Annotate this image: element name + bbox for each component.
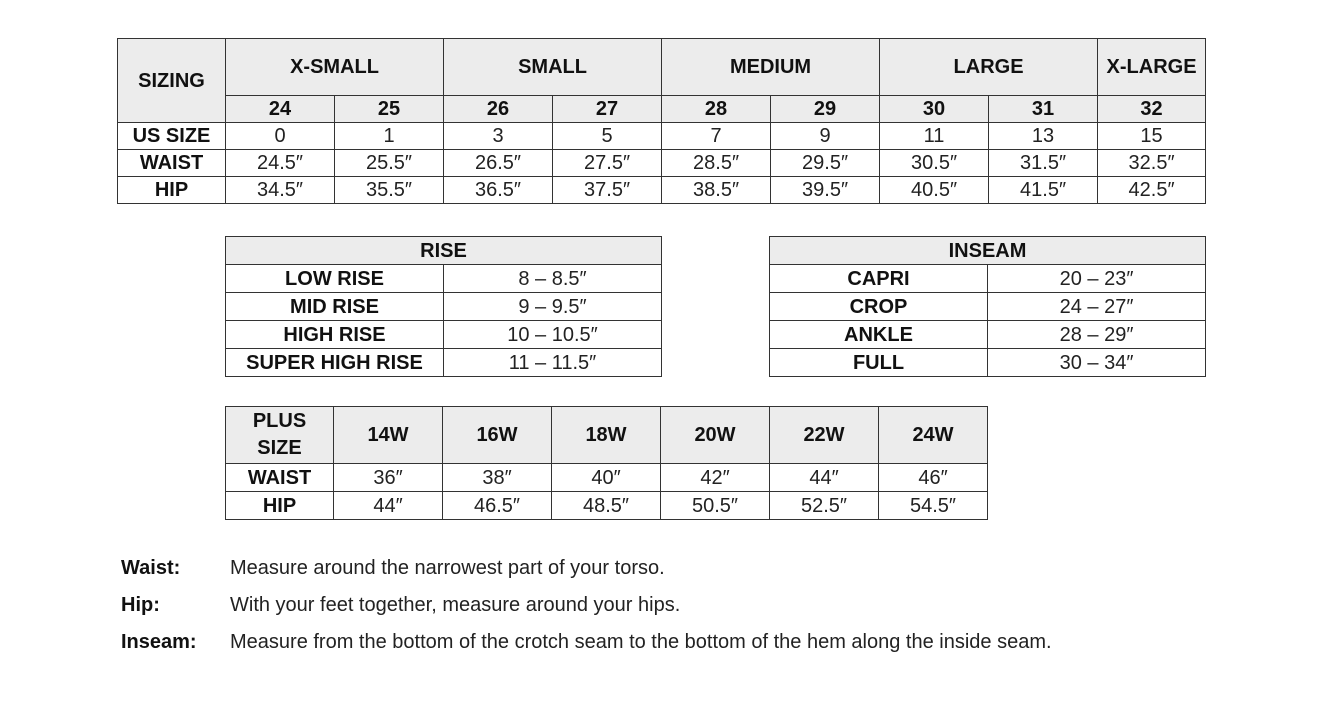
rise-row [226, 321, 662, 349]
plus-size-number: 18W [552, 407, 661, 464]
size-number: 29 [771, 96, 880, 123]
inseam-value: 24 – 27″ [988, 293, 1206, 321]
waist-cell: 32.5″ [1098, 150, 1206, 177]
plus-waist-cell: 46″ [879, 464, 988, 492]
waist-cell: 27.5″ [553, 150, 662, 177]
size-number-row [118, 96, 1206, 123]
waist-cell: 25.5″ [335, 150, 444, 177]
definition-text: With your feet together, measure around your hips. [230, 594, 681, 616]
plus-hip-cell: 54.5″ [879, 492, 988, 520]
hip-cell: 35.5″ [335, 177, 444, 204]
rise-value: 8 – 8.5″ [444, 265, 662, 293]
size-group-x-small: X-SMALL [226, 39, 444, 96]
plus-waist-cell: 42″ [661, 464, 770, 492]
plus-size-corner-line2: SIZE [257, 437, 302, 459]
rise-label: HIGH RISE [226, 321, 444, 349]
definition-text: Measure around the narrowest part of your torso. [230, 557, 665, 579]
hip-cell: 36.5″ [444, 177, 553, 204]
measurement-definitions [121, 550, 1052, 661]
plus-size-number: 14W [334, 407, 443, 464]
hip-cell: 42.5″ [1098, 177, 1206, 204]
plus-hip-cell: 52.5″ [770, 492, 879, 520]
inseam-value: 30 – 34″ [988, 349, 1206, 377]
definition-term: Waist: [121, 557, 181, 579]
waist-cell: 30.5″ [880, 150, 989, 177]
inseam-label: CAPRI [770, 265, 988, 293]
rise-value: 9 – 9.5″ [444, 293, 662, 321]
rise-label: LOW RISE [226, 265, 444, 293]
rise-row [226, 349, 662, 377]
inseam-value: 20 – 23″ [988, 265, 1206, 293]
rise-label: SUPER HIGH RISE [226, 349, 444, 377]
rise-value: 10 – 10.5″ [444, 321, 662, 349]
definition-text: Measure from the bottom of the crotch seam to the bottom of the hem along the inside seam. [230, 631, 1052, 653]
us-size-cell: 3 [444, 123, 553, 150]
inseam-value: 28 – 29″ [988, 321, 1206, 349]
size-number: 32 [1098, 96, 1206, 123]
size-number: 28 [662, 96, 771, 123]
row-label: WAIST [226, 464, 334, 492]
sizing-table [117, 38, 1206, 204]
plus-size-corner-line1: PLUS [252, 410, 307, 432]
plus-size-number: 20W [661, 407, 770, 464]
plus-size-header-row [226, 407, 988, 464]
waist-row [118, 150, 1206, 177]
plus-hip-cell: 48.5″ [552, 492, 661, 520]
size-group-row [118, 39, 1206, 96]
size-number: 30 [880, 96, 989, 123]
rise-label: MID RISE [226, 293, 444, 321]
rise-table [225, 236, 662, 377]
row-label: US SIZE [118, 123, 226, 150]
us-size-row [118, 123, 1206, 150]
hip-cell: 40.5″ [880, 177, 989, 204]
definition-term: Hip: [121, 594, 160, 616]
size-group-large: LARGE [880, 39, 1098, 96]
plus-waist-cell: 38″ [443, 464, 552, 492]
inseam-label: CROP [770, 293, 988, 321]
row-label: HIP [226, 492, 334, 520]
hip-cell: 38.5″ [662, 177, 771, 204]
hip-cell: 41.5″ [989, 177, 1098, 204]
plus-size-number: 24W [879, 407, 988, 464]
plus-waist-row [226, 464, 988, 492]
plus-hip-row [226, 492, 988, 520]
waist-cell: 24.5″ [226, 150, 335, 177]
inseam-label: ANKLE [770, 321, 988, 349]
us-size-cell: 1 [335, 123, 444, 150]
plus-size-corner-label [226, 407, 334, 464]
rise-row [226, 293, 662, 321]
us-size-cell: 5 [553, 123, 662, 150]
plus-size-table [225, 406, 988, 520]
rise-value: 11 – 11.5″ [444, 349, 662, 377]
us-size-cell: 13 [989, 123, 1098, 150]
definition-inseam [121, 624, 1052, 661]
size-group-x-large: X-LARGE [1098, 39, 1206, 96]
sizing-corner-label: SIZING [118, 39, 226, 123]
hip-row [118, 177, 1206, 204]
inseam-row [770, 349, 1206, 377]
inseam-title: INSEAM [770, 237, 1206, 265]
inseam-header-row [770, 237, 1206, 265]
plus-hip-cell: 46.5″ [443, 492, 552, 520]
row-label: WAIST [118, 150, 226, 177]
inseam-row [770, 321, 1206, 349]
plus-size-number: 22W [770, 407, 879, 464]
inseam-row [770, 265, 1206, 293]
us-size-cell: 9 [771, 123, 880, 150]
hip-cell: 39.5″ [771, 177, 880, 204]
plus-waist-cell: 36″ [334, 464, 443, 492]
inseam-table [769, 236, 1206, 377]
plus-size-number: 16W [443, 407, 552, 464]
us-size-cell: 7 [662, 123, 771, 150]
waist-cell: 31.5″ [989, 150, 1098, 177]
size-group-medium: MEDIUM [662, 39, 880, 96]
row-label: HIP [118, 177, 226, 204]
waist-cell: 29.5″ [771, 150, 880, 177]
definition-term: Inseam: [121, 631, 197, 653]
us-size-cell: 11 [880, 123, 989, 150]
rise-header-row [226, 237, 662, 265]
rise-row [226, 265, 662, 293]
size-number: 24 [226, 96, 335, 123]
plus-waist-cell: 40″ [552, 464, 661, 492]
plus-hip-cell: 44″ [334, 492, 443, 520]
definition-hip [121, 587, 1052, 624]
size-number: 27 [553, 96, 662, 123]
rise-title: RISE [226, 237, 662, 265]
plus-waist-cell: 44″ [770, 464, 879, 492]
plus-hip-cell: 50.5″ [661, 492, 770, 520]
waist-cell: 26.5″ [444, 150, 553, 177]
hip-cell: 37.5″ [553, 177, 662, 204]
hip-cell: 34.5″ [226, 177, 335, 204]
us-size-cell: 15 [1098, 123, 1206, 150]
size-number: 26 [444, 96, 553, 123]
us-size-cell: 0 [226, 123, 335, 150]
inseam-label: FULL [770, 349, 988, 377]
inseam-row [770, 293, 1206, 321]
size-number: 25 [335, 96, 444, 123]
definition-waist [121, 550, 1052, 587]
size-number: 31 [989, 96, 1098, 123]
waist-cell: 28.5″ [662, 150, 771, 177]
size-group-small: SMALL [444, 39, 662, 96]
